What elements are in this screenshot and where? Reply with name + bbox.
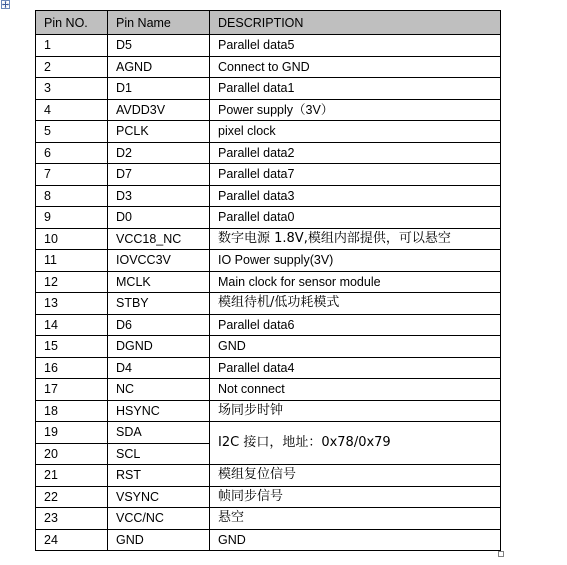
description-cell[interactable]: Parallel data1 (210, 78, 501, 100)
table-row (36, 35, 501, 57)
pin-no-cell[interactable]: 6 (36, 142, 108, 164)
pin-no-cell[interactable]: 18 (36, 400, 108, 422)
description-cell[interactable]: Connect to GND (210, 56, 501, 78)
description-cell[interactable]: Main clock for sensor module (210, 271, 501, 293)
pin-name-cell[interactable]: AVDD3V (108, 99, 210, 121)
pin-name-cell[interactable]: AGND (108, 56, 210, 78)
pin-no-cell[interactable]: 16 (36, 357, 108, 379)
pin-name-cell[interactable]: VSYNC (108, 486, 210, 508)
description-cell[interactable]: Parallel data3 (210, 185, 501, 207)
pin-name-cell[interactable]: STBY (108, 293, 210, 315)
pin-name-cell[interactable]: D7 (108, 164, 210, 186)
pin-name-cell[interactable]: D0 (108, 207, 210, 229)
pin-name-cell[interactable]: D4 (108, 357, 210, 379)
table-row (36, 271, 501, 293)
table-row (36, 508, 501, 530)
pin-name-cell[interactable]: HSYNC (108, 400, 210, 422)
table-row (36, 422, 501, 444)
pin-name-cell[interactable]: RST (108, 465, 210, 487)
pin-no-cell[interactable]: 22 (36, 486, 108, 508)
header-row (36, 11, 501, 35)
table-row (36, 314, 501, 336)
description-cell[interactable]: Parallel data2 (210, 142, 501, 164)
description-cell[interactable]: GND (210, 336, 501, 358)
description-cell[interactable]: Parallel data5 (210, 35, 501, 57)
pin-no-cell[interactable]: 14 (36, 314, 108, 336)
table-row (36, 207, 501, 229)
pin-no-cell[interactable]: 2 (36, 56, 108, 78)
description-cell[interactable]: pixel clock (210, 121, 501, 143)
pin-name-cell[interactable]: MCLK (108, 271, 210, 293)
pin-no-cell[interactable]: 3 (36, 78, 108, 100)
table-row (36, 142, 501, 164)
pin-name-cell[interactable]: NC (108, 379, 210, 401)
pin-no-cell[interactable]: 8 (36, 185, 108, 207)
pin-no-cell[interactable]: 9 (36, 207, 108, 229)
header-pin-name: Pin Name (108, 11, 210, 35)
description-cell[interactable]: 模组待机/低功耗模式 (210, 293, 501, 315)
table-move-handle-icon[interactable] (1, 0, 10, 9)
table-row (36, 336, 501, 358)
pin-no-cell[interactable]: 23 (36, 508, 108, 530)
pin-no-cell[interactable]: 15 (36, 336, 108, 358)
pin-no-cell[interactable]: 5 (36, 121, 108, 143)
header-pin-no: Pin NO. (36, 11, 108, 35)
pin-table (35, 10, 501, 551)
table-row (36, 529, 501, 551)
table-row (36, 121, 501, 143)
pin-no-cell[interactable]: 10 (36, 228, 108, 250)
pin-no-cell[interactable]: 13 (36, 293, 108, 315)
description-cell[interactable]: Parallel data6 (210, 314, 501, 336)
table-row (36, 185, 501, 207)
pin-name-cell[interactable]: VCC18_NC (108, 228, 210, 250)
pin-name-cell[interactable]: SDA (108, 422, 210, 444)
pin-no-cell[interactable]: 17 (36, 379, 108, 401)
pin-no-cell[interactable]: 11 (36, 250, 108, 272)
description-cell[interactable]: Parallel data7 (210, 164, 501, 186)
pin-no-cell[interactable]: 4 (36, 99, 108, 121)
description-cell[interactable]: Parallel data0 (210, 207, 501, 229)
table-row (36, 293, 501, 315)
pin-name-cell[interactable]: GND (108, 529, 210, 551)
description-cell[interactable]: 数字电源 1.8V,模组内部提供，可以悬空 (210, 228, 501, 250)
pin-no-cell[interactable]: 12 (36, 271, 108, 293)
pin-no-cell[interactable]: 7 (36, 164, 108, 186)
pin-no-cell[interactable]: 21 (36, 465, 108, 487)
table-row (36, 379, 501, 401)
table-row (36, 99, 501, 121)
table-row (36, 357, 501, 379)
pin-name-cell[interactable]: IOVCC3V (108, 250, 210, 272)
pin-name-cell[interactable]: PCLK (108, 121, 210, 143)
description-cell[interactable]: IO Power supply(3V) (210, 250, 501, 272)
description-cell[interactable]: 悬空 (210, 508, 501, 530)
description-cell-merged[interactable]: I2C 接口，地址：0x78/0x79 (210, 422, 501, 465)
pin-name-cell[interactable]: D6 (108, 314, 210, 336)
table-row (36, 400, 501, 422)
pin-name-cell[interactable]: D5 (108, 35, 210, 57)
description-cell[interactable]: 帧同步信号 (210, 486, 501, 508)
description-cell[interactable]: Parallel data4 (210, 357, 501, 379)
table-row (36, 465, 501, 487)
table-row (36, 164, 501, 186)
table-resize-handle-icon[interactable] (498, 551, 504, 557)
pin-name-cell[interactable]: D2 (108, 142, 210, 164)
description-cell[interactable]: Power supply（3V） (210, 99, 501, 121)
table-row (36, 228, 501, 250)
description-cell[interactable]: 场同步时钟 (210, 400, 501, 422)
pin-name-cell[interactable]: D3 (108, 185, 210, 207)
pin-name-cell[interactable]: VCC/NC (108, 508, 210, 530)
table-row (36, 78, 501, 100)
pin-name-cell[interactable]: SCL (108, 443, 210, 465)
description-cell[interactable]: GND (210, 529, 501, 551)
description-cell[interactable]: 模组复位信号 (210, 465, 501, 487)
description-cell[interactable]: Not connect (210, 379, 501, 401)
header-description: DESCRIPTION (210, 11, 501, 35)
pin-no-cell[interactable]: 19 (36, 422, 108, 444)
pin-name-cell[interactable]: D1 (108, 78, 210, 100)
table-row (36, 250, 501, 272)
table-row (36, 56, 501, 78)
pin-no-cell[interactable]: 24 (36, 529, 108, 551)
table-row (36, 486, 501, 508)
pin-no-cell[interactable]: 1 (36, 35, 108, 57)
pin-no-cell[interactable]: 20 (36, 443, 108, 465)
pin-name-cell[interactable]: DGND (108, 336, 210, 358)
